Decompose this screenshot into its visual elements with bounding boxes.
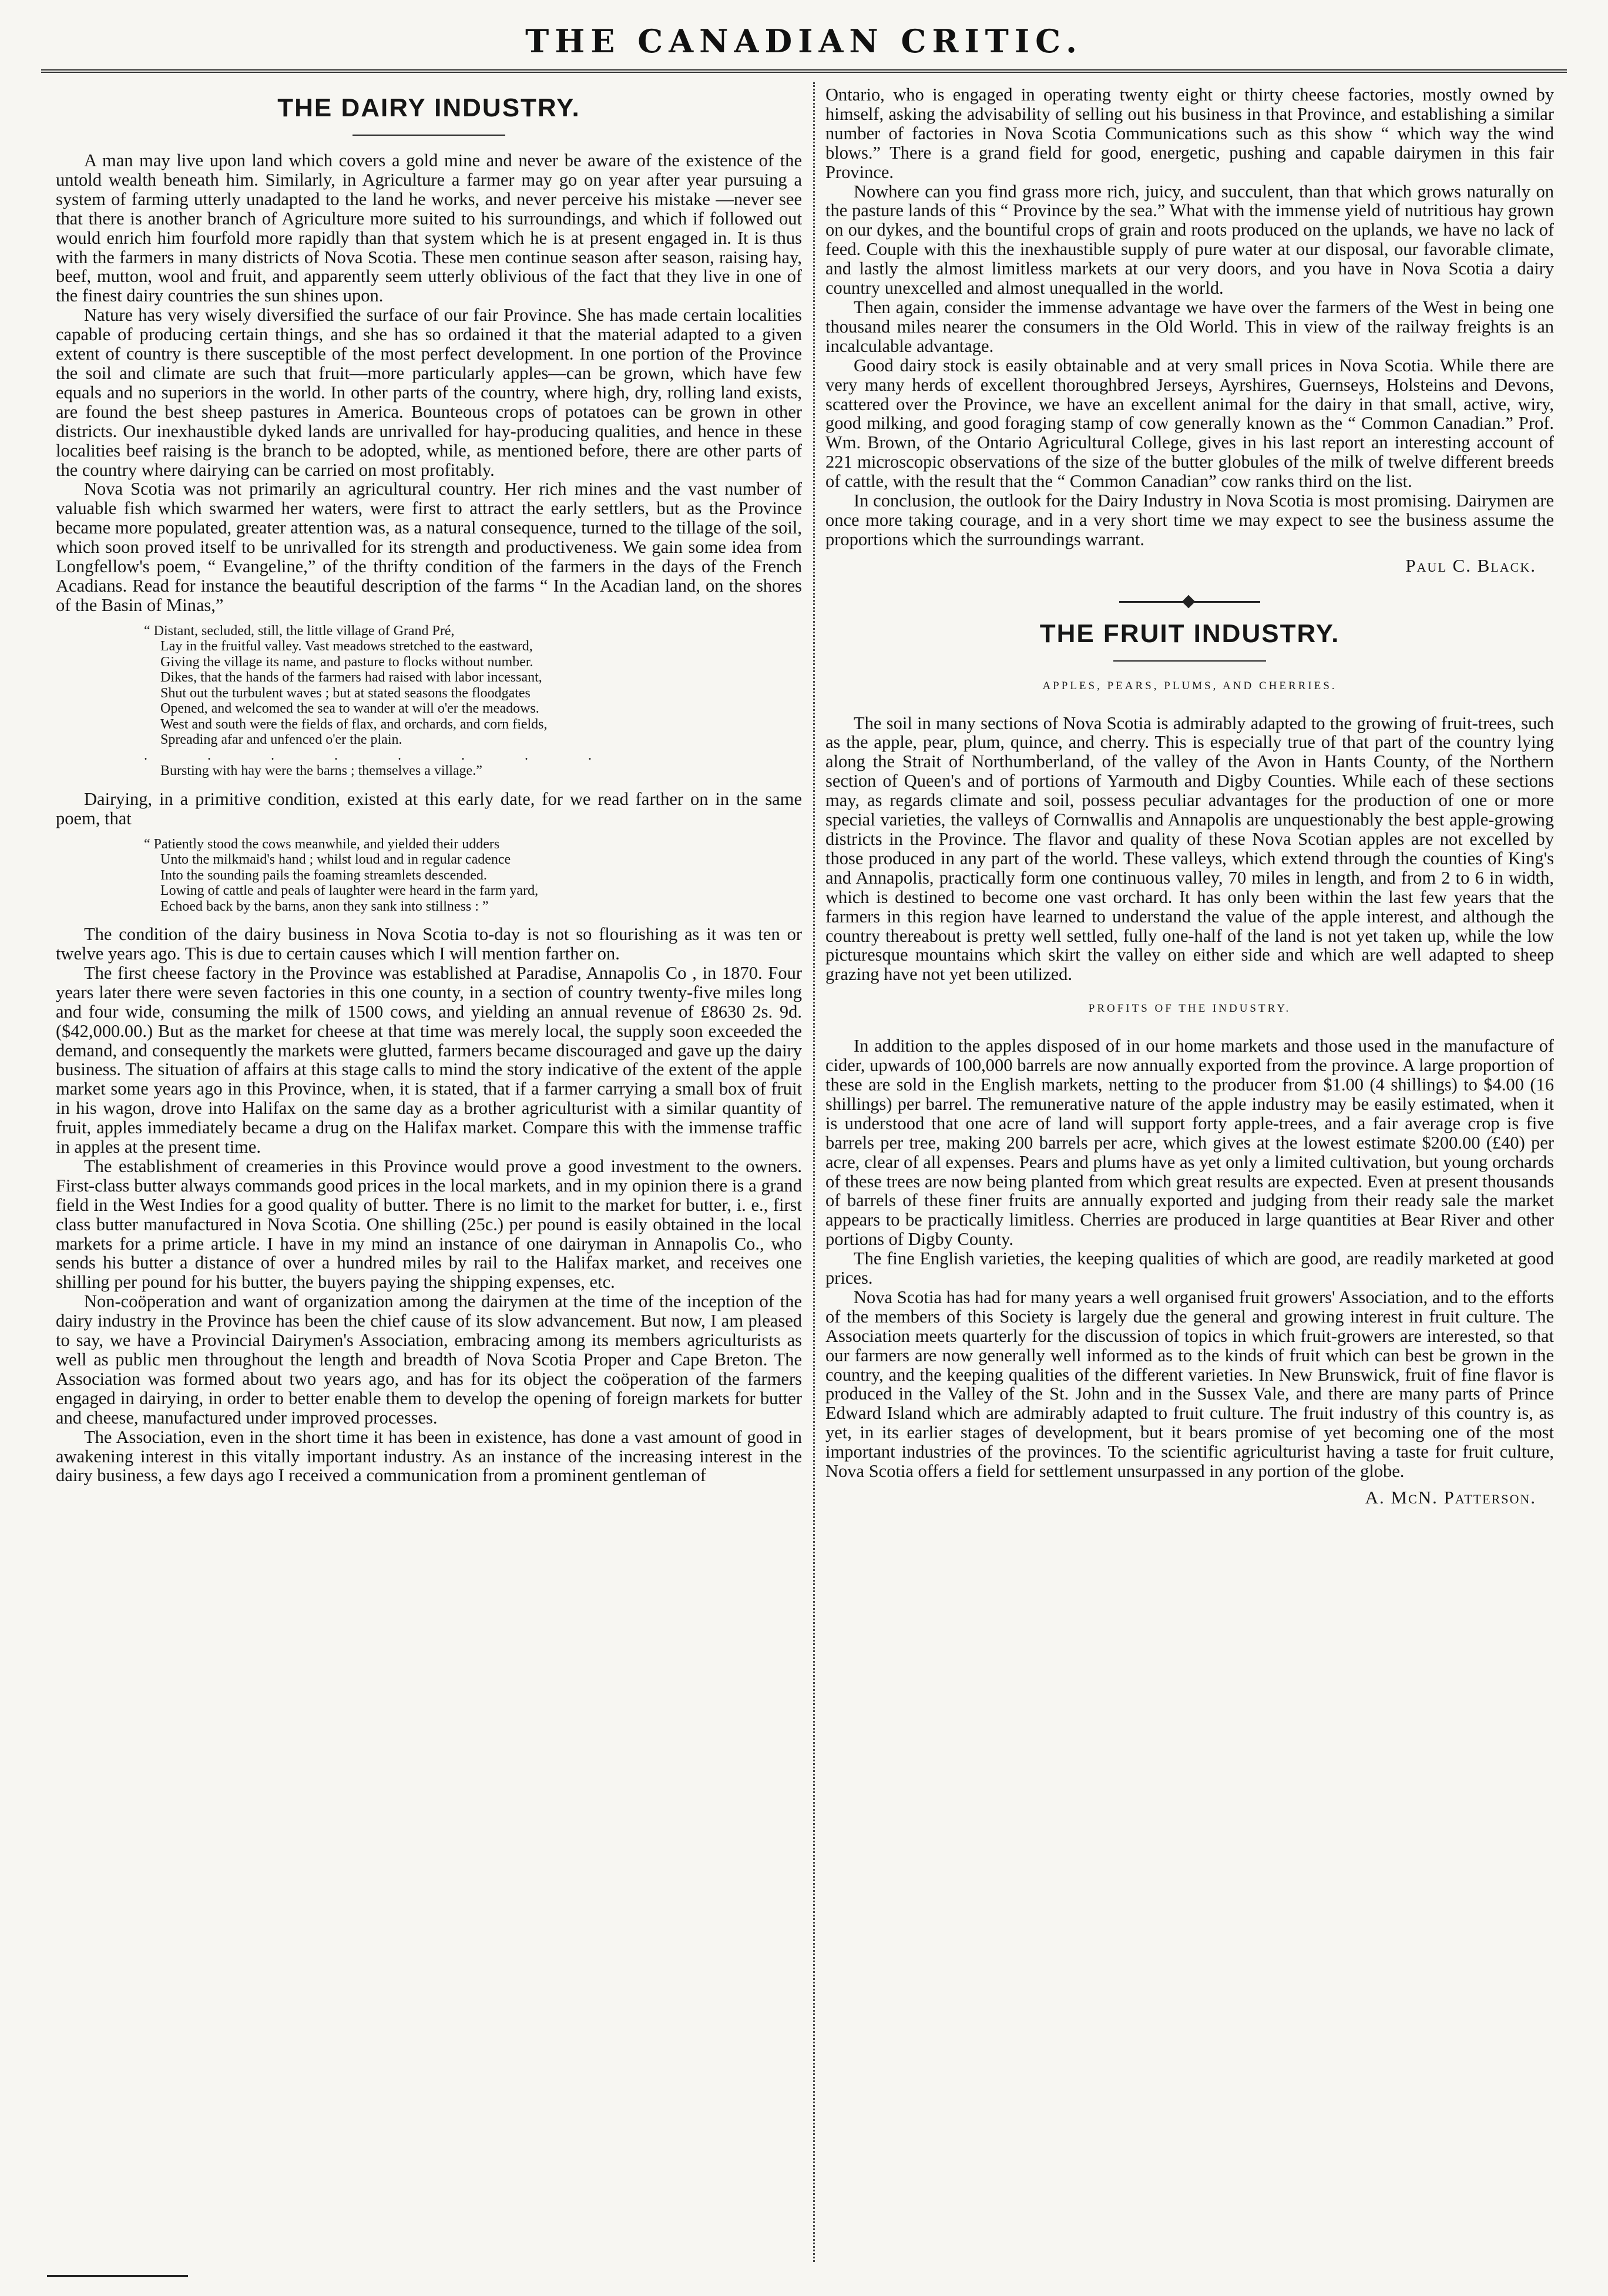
section-ornament: [1119, 596, 1260, 607]
fruit-title: THE FRUIT INDUSTRY.: [1039, 619, 1340, 648]
masthead-rule: [41, 69, 1567, 73]
dairy-paragraph: Nova Scotia was not primarily an agricultural country. Her rich mines and the vast number of valuable fish which swarmed her waters, were first to attract the early settlers, but as the Province became more populated, greater attention was, as a natural consequence, turned to the tillage of the soil, which soon proved itself to be unrivalled for its strength and productiveness. We gain some idea from Longfellow's poem, “ Evangeline,” of the thrifty condition of the farmers in the days of the French Acadians. Read for instance the beautiful description of the farms “ In the Acadian land, on the shores of the Basin of Minas,”: [56, 479, 802, 615]
evangeline-quote-2: [144, 837, 802, 915]
poem-line: Opened, and welcomed the sea to wander at will o'er the meadows.: [160, 701, 539, 717]
title-rule: [1113, 660, 1266, 662]
poem-line: Bursting with hay were the barns ; themselves a village.”: [160, 763, 482, 779]
dairy-paragraph: In conclusion, the outlook for the Dairy Industry in Nova Scotia is most promising. Dairymen are once more taking courage, and in a very short time we may expect to see the business assume the proportions which the surroundings warrant.: [825, 491, 1554, 549]
dairy-paragraph: The Association, even in the short time it has been in existence, has done a vast amount of good in awakening interest in this vitally important industry. As an instance of the increasing interest in the dairy business, a few days ago I received a communication from a prominent gentleman of: [56, 1426, 802, 1486]
fruit-signature: A. McN. Patterson.: [1365, 1487, 1536, 1508]
poem-line: Into the sounding pails the foaming streamlets descended.: [160, 867, 487, 883]
fruit-paragraph: The soil in many sections of Nova Scotia is admirably adapted to the growing of fruit-trees, such as the apple, pear, plum, quince, and cherry. This is especially true of that part of the country lying along the Strait of Northumberland, of the valley of the Avon in Hants County, of the Northern section of Queen's and of portions of Yarmouth and Digby Counties. While each of these sections may, as regards climate and soil, possess peculiar advantages for the production of one or more special varieties, the valleys of Cornwallis and Annapolis are unquestionably the best apple-growing districts in the Province. The flavor and quality of these Nova Scotian apples are not excelled by those produced in any part of the world. These valleys, which extend through the counties of King's and Annapolis, practically form one continuous valley, 70 miles in length, and from 2 to 6 in width, which is destined to become one vast orchard. It has only been within the last few years that the farmers in this region have learned to understand the value of the apple interest, and although the country thereabout is pretty well settled, fully one-half of the land is not yet taken up, while the low picturesque mountains which skirt the valley on either side and which are well adapted to sheep grazing have not yet been utilized.: [825, 713, 1554, 985]
dairy-paragraph: Nowhere can you find grass more rich, juicy, and succulent, than that which grows naturally on the pasture lands of this “ Province by the sea.” What with the immense yield of nutritious hay grown on our dykes, and the bountiful crops of grain and roots produced on the uplands, we have no lack of feed. Couple with this the inexhaustible supply of pure water at our disposal, our favorable climate, and lastly the almost limitless markets at our very doors, and you have in Nova Scotia a dairy country unexcelled and almost unequalled in the world.: [825, 181, 1554, 298]
dairy-paragraph: Then again, consider the immense advantage we have over the farmers of the West in being one thousand miles nearer the consumers in the Old World. This in view of the railway freights is an incalculable advantage.: [825, 297, 1554, 356]
dairy-signature: Paul C. Black.: [1405, 555, 1536, 576]
poem-line: Shut out the turbulent waves ; but at stated seasons the floodgates: [160, 685, 531, 701]
fruit-paragraph: The fine English varieties, the keeping qualities of which are good, are readily marketed at good prices.: [825, 1248, 1554, 1288]
right-column: [825, 85, 1554, 2259]
ornament-diamond-icon: [1182, 595, 1196, 608]
poem-line: Dikes, that the hands of the farmers had raised with labor incessant,: [160, 670, 542, 686]
fruit-subtitle-profits: PROFITS OF THE INDUSTRY.: [1088, 1002, 1291, 1015]
poem-line: “ Distant, secluded, still, the little village of Grand Pré,: [144, 623, 455, 639]
fruit-paragraph: Nova Scotia has had for many years a well organised fruit growers' Association, and to the efforts of the members of this Society is largely due the general and growing interest in fruit culture. The Association meets quarterly for the discussion of topics in which fruit-growers are interested, so that our farmers are now generally well informed as to the kinds of fruit which can best be grown in the country, and the keeping qualities of the different varieties. In New Brunswick, fruit of fine flavor is produced in the Valley of the St. John and in the Sussex Vale, and there are many parts of Prince Edward Island which are admirably adapted to fruit culture. The fruit industry of this country is, as yet, in its earlier stages of development, but it bears promise of yet becoming one of the most important industries of the provinces. To the scientific agriculturist having a taste for fruit culture, Nova Scotia offers a field for settlement unsurpassed in any portion of the globe.: [825, 1287, 1554, 1482]
dairy-paragraph-continued: Ontario, who is engaged in operating twenty eight or thirty cheese factories, mostly owned by himself, asking the advisability of selling out his business in that Province, and establishing a similar number of factories in Nova Scotia Communications such as this show “ which way the wind blows.” There is a grand field for good, energetic, pushing and capable dairymen in this fair Province.: [825, 85, 1554, 182]
poem-ellipsis: . . . . . . . .: [144, 747, 620, 763]
dairy-paragraph: Non-coöperation and want of organization among the dairymen at the time of the inception of the dairy industry in the Province has been the chief cause of its slow advancement. But now, I am pleased to say, we have a Provincial Dairymen's Association, embracing among its members agriculturists as well as public men throughout the length and breadth of Nova Scotia Proper and Cape Breton. The Association was formed about two years ago, and has for its object the coöperation of the farmers engaged in dairying, in order to better enable them to develop the opening of foreign markets for butter and cheese, manufactured under improved processes.: [56, 1291, 802, 1428]
poem-line: Unto the milkmaid's hand ; whilst loud and in regular cadence: [160, 852, 511, 868]
dairy-paragraph: A man may live upon land which covers a gold mine and never be aware of the existence of the untold wealth beneath him. Similarly, in Agriculture a farmer may go on year after year pursuing a system of farming utterly unadapted to the land he works, and never perceive his mistake —never see that there is another branch of Agriculture more suited to his surroundings, and which if followed out would enrich him fourfold more rapidly than that system which he is at present engaged in. It is thus with the farmers in many districts of Nova Scotia. These men continue season after season, raising hay, beef, mutton, wool and fruit, and apparently seem utterly oblivious of the fact that they live in one of the finest dairy countries the sun shines upon.: [56, 150, 802, 306]
dairy-paragraph: Nature has very wisely diversified the surface of our fair Province. She has made certain localities capable of producing certain things, and she has so ordained it that the material adapted to a given extent of country is there susceptible of the most perfect development. In one portion of the Province the soil and climate are such that fruit—more particularly apples—can be grown, which have few equals and no superiors in the world. In other parts of the country, where high, dry, rolling land exists, are found the best sheep pastures in America. Bounteous crops of potatoes can be grown in other districts. Our inexhaustible dyked lands are unrivalled for hay-producing qualities, and hence in these localities beef raising is the branch to be adopted, while, as mentioned before, there are other parts of the country where dairying can be carried on most profitably.: [56, 305, 802, 480]
dairy-title: THE DAIRY INDUSTRY.: [277, 93, 580, 122]
poem-line: Lay in the fruitful valley. Vast meadows stretched to the eastward,: [160, 639, 533, 654]
dairy-paragraph: Good dairy stock is easily obtainable and at very small prices in Nova Scotia. While there are very many herds of excellent thoroughbred Jerseys, Ayrshires, Guernseys, Holsteins and Devons, scattered over the Province, we have an excellent animal for the dairy in that small, active, wiry, good milking, and good foraging stamp of cow generally known as the “ Common Canadian.” Prof. Wm. Brown, of the Ontario Agricultural College, gives in his last report an interesting account of 221 microscopic observations of the size of the butter globules of the milk of twelve different breeds of cattle, with the result that the “ Common Canadian” cow ranks third on the list.: [825, 355, 1554, 492]
poem-line: Lowing of cattle and peals of laughter were heard in the farm yard,: [160, 883, 539, 899]
dairy-paragraph: Dairying, in a primitive condition, existed at this early date, for we read farther on in the same poem, that: [56, 788, 802, 828]
masthead: THE CANADIAN CRITIC.: [525, 22, 1083, 60]
poem-line: Echoed back by the barns, anon they sank into stillness : ”: [160, 898, 489, 914]
dairy-paragraph: The condition of the dairy business in Nova Scotia to-day is not so flourishing as it was ten or twelve years ago. This is due to certain causes which I will mention farther on.: [56, 924, 802, 964]
dairy-paragraph: The first cheese factory in the Province was established at Paradise, Annapolis Co , in 1870. Four years later there were seven factories in this one county, in a section of country twenty-five miles long and four wide, consuming the milk of 1500 cows, and yielding an annual revenue of £8630 2s. 9d. ($42,000.00.) But as the market for cheese at that time was merely local, the supply soon exceeded the demand, and consequently the markets were glutted, farmers became discouraged and gave up the dairy business. The situation of affairs at this stage calls to mind the story indicative of the extent of the apple market some years ago in this Province, when, it is stated, that if a farmer carrying a small box of fruit in his wagon, drove into Halifax on the same day as a brother agriculturist with a similar quantity of fruit, apples immediately became a drug on the Halifax market. Compare this with the immense traffic in apples at the present time.: [56, 962, 802, 1157]
fruit-subtitle-apples: APPLES, PEARS, PLUMS, AND CHERRIES.: [1042, 679, 1337, 692]
poem-line: “ Patiently stood the cows meanwhile, and yielded their udders: [144, 836, 500, 852]
footer-rule: [47, 2275, 188, 2277]
poem-line: Giving the village its name, and pasture to flocks without number.: [160, 654, 533, 670]
dairy-paragraph: The establishment of creameries in this Province would prove a good investment to the owners. First-class butter always commands good prices in the local markets, and in my opinion there is a grand field in the West Indies for a good quality of butter. There is no limit to the market for butter, i. e., first class butter manufactured in Nova Scotia. One shilling (25c.) per pound is easily obtained in the local markets for a prime article. I have in my mind an instance of one dairyman in Annapolis Co., who sends his butter a distance of over a hundred miles by rail to the Halifax market, and receives one shilling per pound for his butter, the buyers paying the shipping expenses, etc.: [56, 1156, 802, 1293]
evangeline-quote-1: [144, 623, 802, 779]
column-divider: [813, 82, 815, 2262]
poem-line: West and south were the fields of flax, and orchards, and corn fields,: [160, 716, 548, 732]
poem-line: Spreading afar and unfenced o'er the plain.: [160, 732, 402, 748]
left-column: [56, 85, 802, 2259]
title-rule: [353, 135, 505, 136]
fruit-paragraph: In addition to the apples disposed of in our home markets and those used in the manufacture of cider, upwards of 100,000 barrels are now annually exported from the province. A large proportion of these are sold in the English markets, netting to the producer from $1.00 (4 shillings) to $4.00 (16 shillings) per barrel. The remunerative nature of the apple industry may be easily estimated, when it is understood that one acre of land will support forty apple-trees, and a fair average crop is five barrels per tree, making 200 barrels per acre, which gives at the lowest estimate $200.00 (£40) per acre, clear of all expenses. Pears and plums have as yet only a limited cultivation, but young orchards of these trees are now being planted from which great results are expected. Even at present thousands of barrels of these finer fruits are annually exported and judging from their ready sale the market appears to be practically limitless. Cherries are produced in large quantities at Bear River and other portions of Digby County.: [825, 1036, 1554, 1250]
